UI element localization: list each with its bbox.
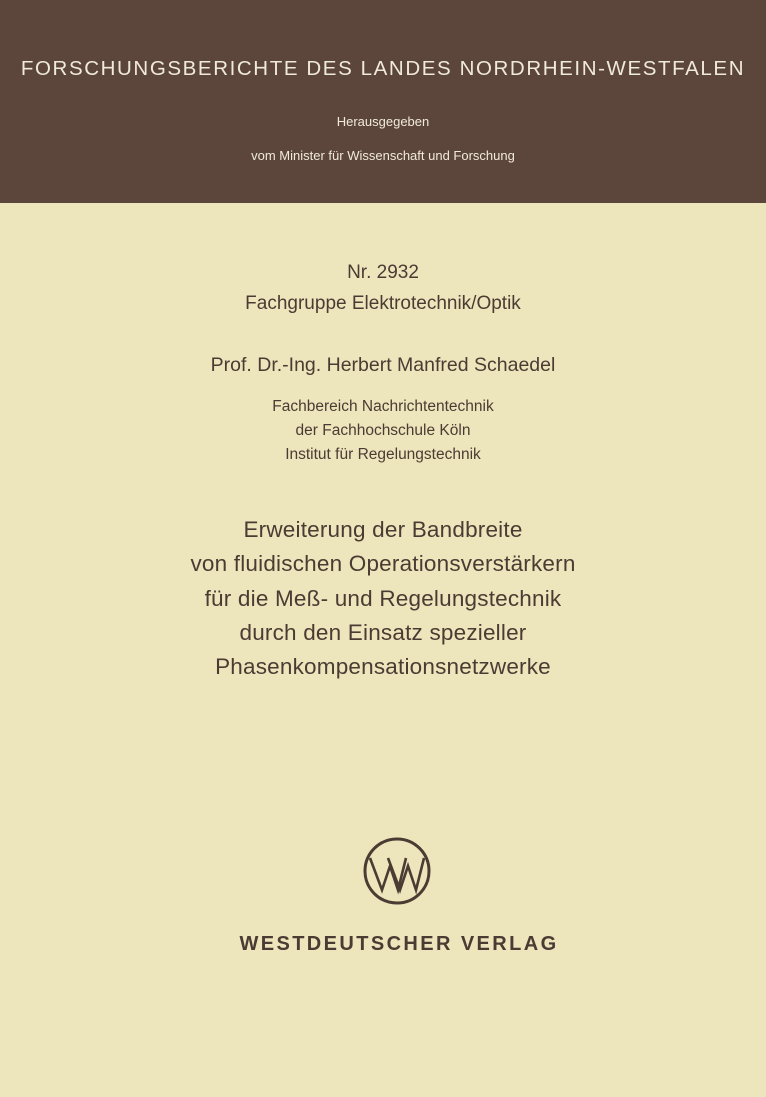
title-line-3: für die Meß- und Regelungstechnik (204, 586, 562, 611)
series-title: FORSCHUNGSBERICHTE DES LANDES NORDRHEIN-WESTFALEN (20, 57, 746, 80)
editor-line-2: vom Minister für Wissenschaft und Forschung (251, 148, 515, 163)
institution-line-3: Institut für Regelungstechnik (285, 446, 481, 463)
title-line-2: von fluidischen Operationsverstärkern (190, 551, 576, 576)
institution-line-1: Fachbereich Nachrichtentechnik (272, 398, 494, 415)
editor-line-1: Herausgegeben (336, 114, 430, 129)
ww-logo-icon (362, 836, 432, 906)
subject-group: Fachgruppe Elektrotechnik/Optik (245, 293, 521, 314)
author-name: Prof. Dr.-Ing. Herbert Manfred Schaedel (210, 354, 556, 376)
report-number: Nr. 2932 (347, 262, 419, 283)
title-line-5: Phasenkompensationsnetzwerke (215, 654, 551, 679)
publisher-name: WESTDEUTSCHER VERLAG (239, 933, 559, 955)
institution-line-2: der Fachhochschule Köln (295, 422, 471, 439)
title-line-1: Erweiterung der Bandbreite (243, 517, 523, 542)
header-band (0, 0, 766, 203)
title-line-4: durch den Einsatz spezieller (239, 620, 527, 645)
